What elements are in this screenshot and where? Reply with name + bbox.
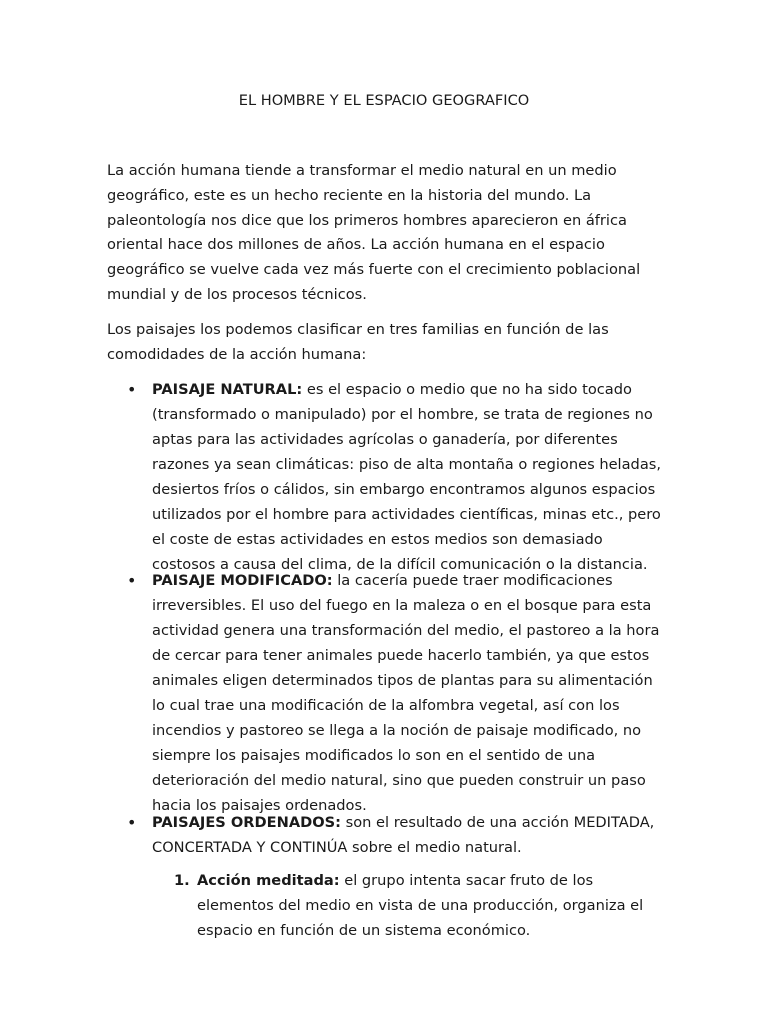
list-item-accion-meditada [152, 868, 667, 943]
list-item-paisaje-natural [107, 377, 667, 577]
list-number: 1. [174, 872, 190, 889]
paragraph-classification: Los paisajes los podemos clasificar en tres familias en función de las comodidades de la acción humana: [107, 321, 609, 363]
document-title: EL HOMBRE Y EL ESPACIO GEOGRAFICO [238, 92, 530, 109]
bullet-text: la cacería puede traer modificaciones irreversibles. El uso del fuego en la maleza o en el bosque para esta actividad genera una transformación del medio, el pastoreo a la hora de cercar para tener animales puede hacerlo también, ya que estos animales eligen determinados tipos de plantas para su alimentación lo cual trae una modificación de la alfombra vegetal, así con los incendios y pastoreo se llega a la noción de paisaje modificado, no siempre los paisajes modificados lo son en el sentido de una deterioración del medio natural, sino que pueden construir un paso hacia los paisajes ordenados. [152, 572, 660, 814]
list-item-paisaje-modificado [107, 568, 667, 818]
paragraph-intro: La acción humana tiende a transformar el medio natural en un medio geográfico, este es un hecho reciente en la historia del mundo. La paleontología nos dice que los primeros hombres aparecieron en áfrica oriental hace dos millones de años. La acción humana en el espacio geográfico se vuelve cada vez más fuerte con el crecimiento poblacional mundial y de los procesos técnicos. [107, 162, 641, 303]
bullet-term: PAISAJE MODIFICADO: [152, 572, 333, 589]
numbered-list [152, 868, 667, 943]
bullet-text: son el resultado de una acción MEDITADA, CONCERTADA Y CONTINÚA sobre el medio natural. [152, 814, 655, 856]
list-item-paisajes-ordenados [107, 810, 667, 943]
bullet-term: PAISAJE NATURAL: [152, 381, 303, 398]
numbered-text: el grupo intenta sacar fruto de los elementos del medio en vista de una producción, organiza el espacio en función de un sistema económico. [197, 872, 644, 939]
numbered-term: Acción meditada: [197, 872, 340, 889]
bullet-term: PAISAJES ORDENADOS: [152, 814, 341, 831]
landscape-types-list [107, 377, 667, 943]
bullet-text: es el espacio o medio que no ha sido tocado (transformado o manipulado) por el hombre, se trata de regiones no aptas para las actividades agrícolas o ganadería, por diferentes razones ya sean climáticas: piso de alta montaña o regiones heladas, desiertos fríos o cálidos, sin embargo encontramos algunos espacios utilizados por el hombre para actividades científicas, minas etc., pero el coste de estas actividades en estos medios son demasiado costosos a causa del clima, de la difícil comunicación o la distancia. [152, 381, 662, 573]
